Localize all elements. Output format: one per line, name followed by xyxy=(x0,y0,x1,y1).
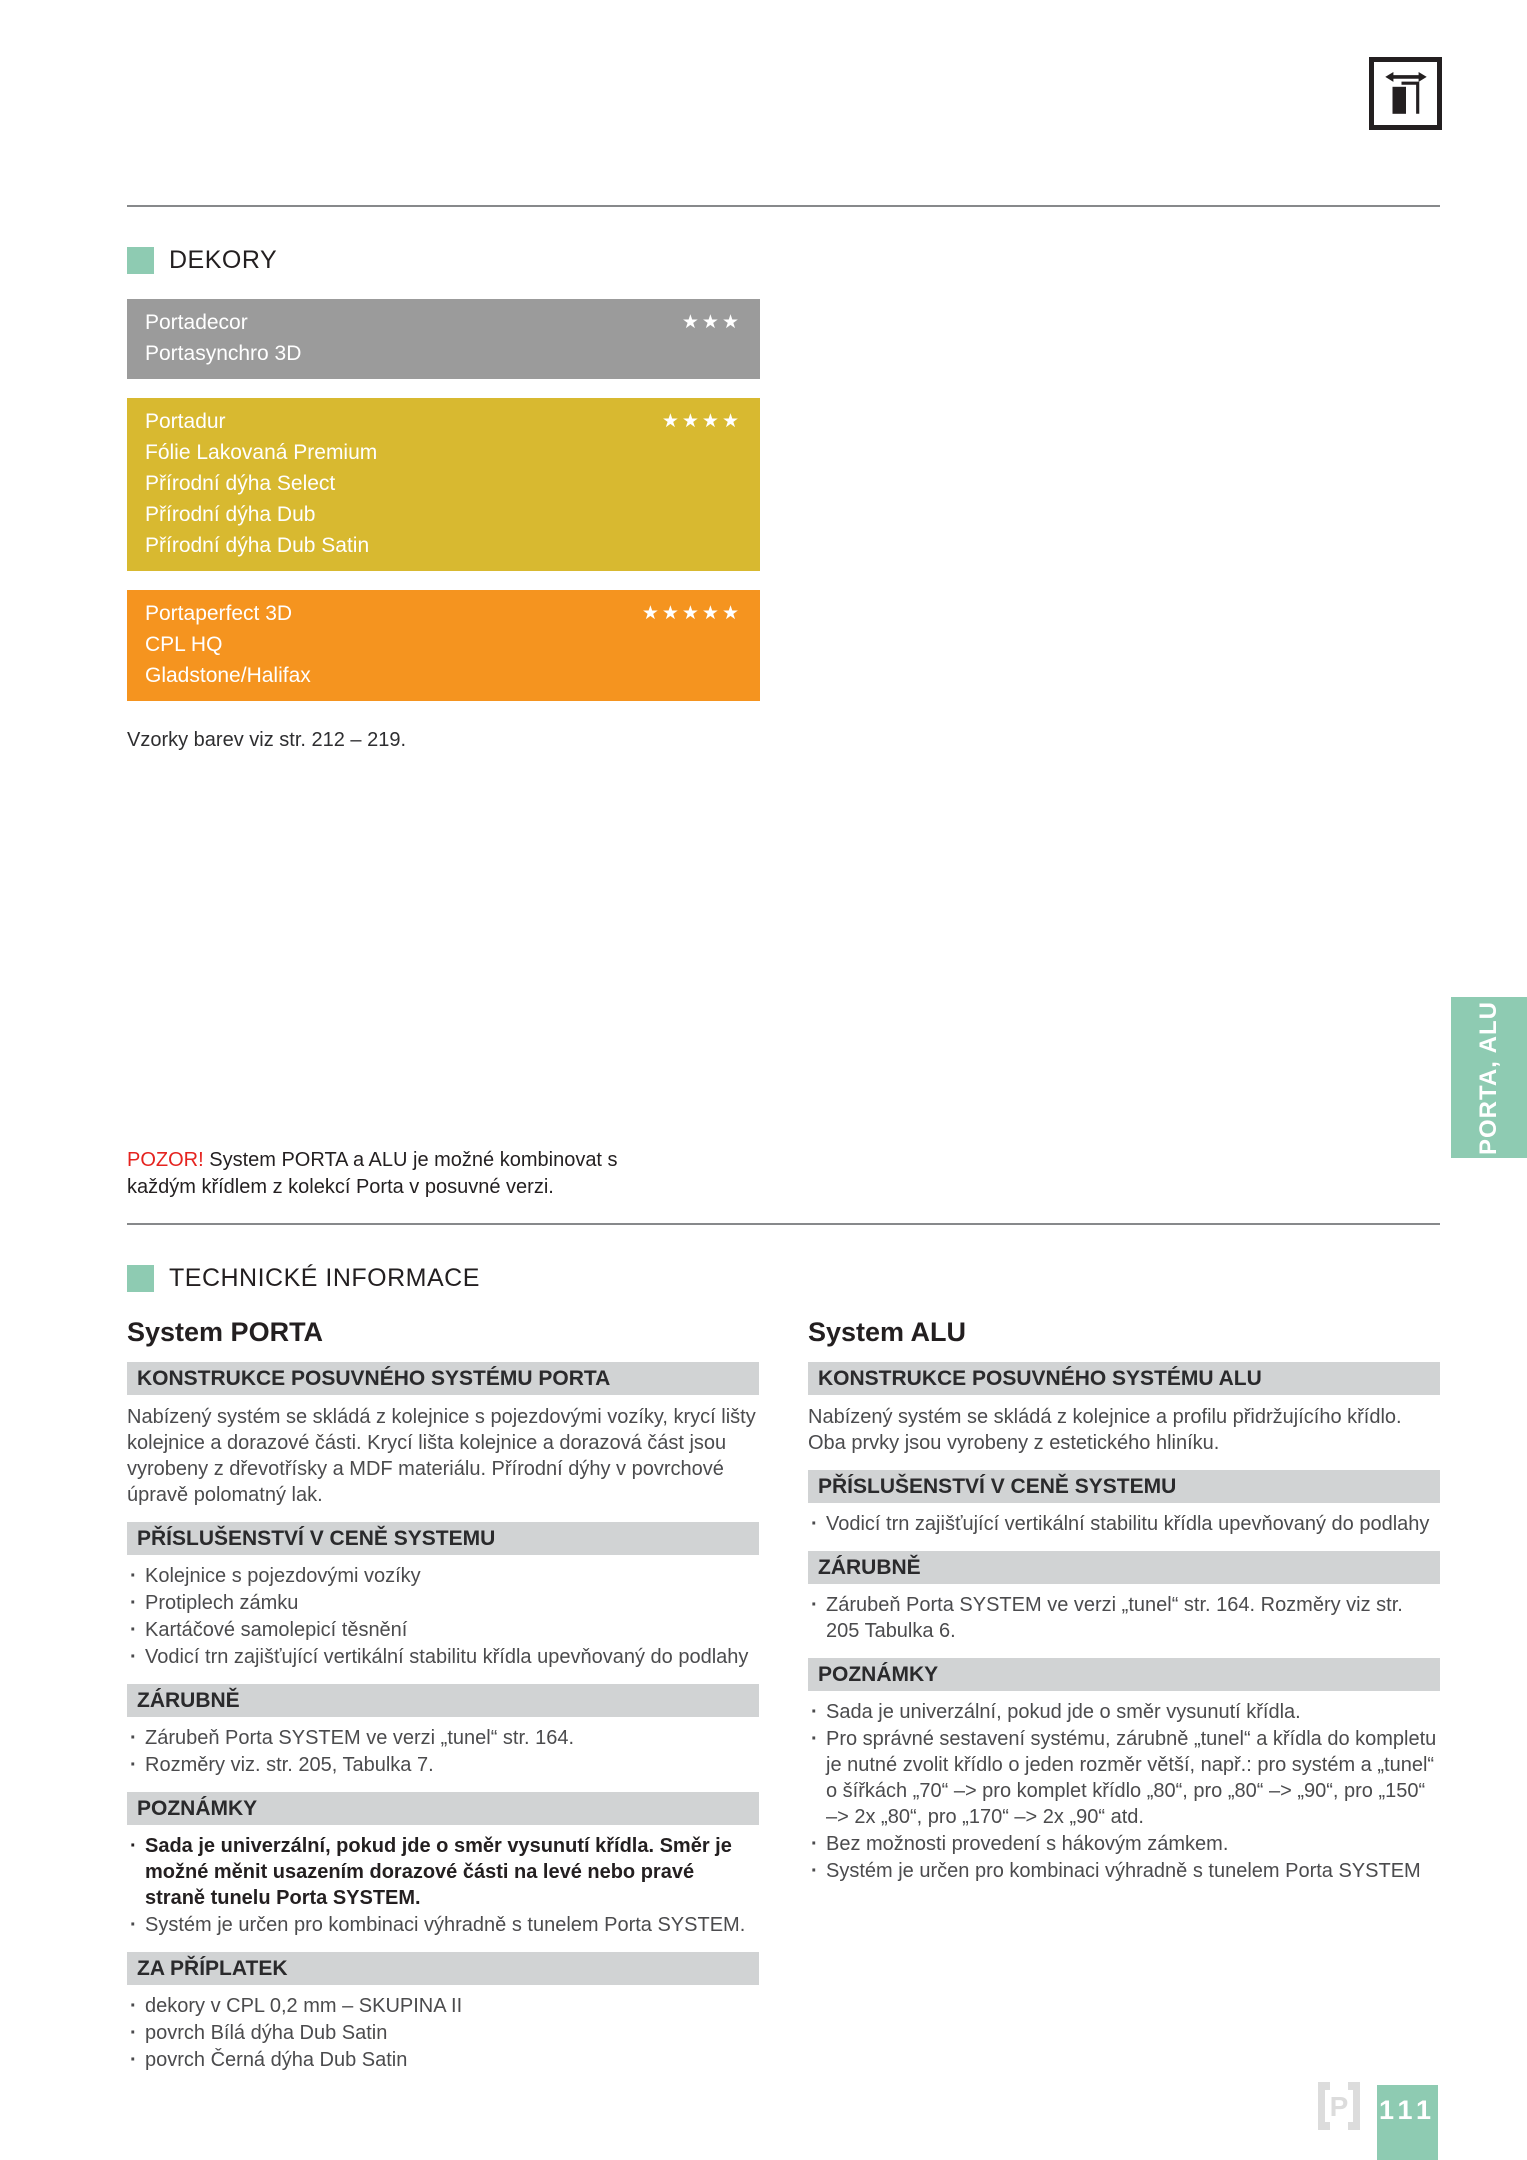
section-paragraph: Nabízený systém se skládá z kolejnice s pojezdovými vozíky, krycí lišty kolejnice a dorazové části. Krycí lišta kolejnice a dorazová část jsou vyrobeny z dřevotřísky a MDF materiálu. Přírodní dýhy v povrchové úpravě polomatný lak. xyxy=(127,1406,756,1506)
svg-text:P: P xyxy=(1329,2091,1349,2122)
mid-divider xyxy=(127,1223,1440,1225)
dekor-block xyxy=(127,398,760,571)
section-bar: ZÁRUBNĚ xyxy=(127,1684,759,1717)
dekor-block-lines xyxy=(145,307,301,369)
bullet-item: · Vodicí trn zajišťující vertikální stabilitu křídla upevňovaný do podlahy xyxy=(127,1644,759,1670)
technical-section-header xyxy=(127,1264,1440,1293)
section-bar: KONSTRUKCE POSUVNÉHO SYSTÉMU ALU xyxy=(808,1362,1440,1395)
dekor-block-lines xyxy=(145,406,377,561)
section-bullet-list xyxy=(127,1833,759,1938)
teal-square-bullet xyxy=(127,247,154,274)
technical-column xyxy=(808,1317,1440,1888)
bullet-item: · Protiplech zámku xyxy=(127,1590,759,1616)
color-samples-note: Vzorky barev viz str. 212 – 219. xyxy=(127,729,407,751)
dekor-line: Portaperfect 3D xyxy=(145,602,293,625)
column-heading: System PORTA xyxy=(127,1317,324,1347)
bullet-item: · Kolejnice s pojezdovými vozíky xyxy=(127,1563,759,1589)
dekor-line: Přírodní dýha Dub Satin xyxy=(145,534,370,557)
section-bullet-list xyxy=(127,1993,759,2073)
dekory-section-header xyxy=(127,246,1440,275)
stars-rating: ★★★ xyxy=(681,312,742,333)
bullet-item: · Zárubeň Porta SYSTEM ve verzi „tunel“ str. 164. xyxy=(127,1725,759,1751)
bullet-item: · Sada je univerzální, pokud jde o směr vysunutí křídla. Směr je možné měnit usazením dorazové části na levé nebo pravé straně tunelu Porta SYSTEM. xyxy=(127,1833,759,1911)
section-bullet-list xyxy=(127,1563,759,1670)
dekory-title: DEKORY xyxy=(169,246,278,274)
bullet-item: · Systém je určen pro kombinaci výhradně s tunelem Porta SYSTEM xyxy=(808,1858,1440,1884)
dekor-line: CPL HQ xyxy=(145,633,223,656)
bullet-item: · Pro správné sestavení systému, zárubně „tunel“ a křídla do kompletu je nutné zvolit křídlo o jeden rozměr větší, např.: pro systém a „tunel“ o šířkách „70“ –> pro komplet křídlo „80“, pro „80“ –> „90“, pro „150“ –> 2x „80“, pro „170“ –> 2x „90“ atd. xyxy=(808,1726,1440,1830)
section-bar: POZNÁMKY xyxy=(808,1658,1440,1691)
bullet-item: · Bez možnosti provedení s hákovým zámkem. xyxy=(808,1831,1440,1857)
pozor-highlight: POZOR! xyxy=(127,1149,204,1171)
section-bar: PŘÍSLUŠENSTVÍ V CENĚ SYSTEMU xyxy=(127,1522,759,1555)
bullet-item: · povrch Bílá dýha Dub Satin xyxy=(127,2020,759,2046)
bullet-item: · Systém je určen pro kombinaci výhradně s tunelem Porta SYSTEM. xyxy=(127,1912,759,1938)
porta-brand-logo xyxy=(1316,2080,1362,2132)
bullet-item: · Vodicí trn zajišťující vertikální stabilitu křídla upevňovaný do podlahy xyxy=(808,1511,1440,1537)
technical-columns xyxy=(127,1317,1440,2077)
bullet-item: · Kartáčové samolepicí těsnění xyxy=(127,1617,759,1643)
technical-column xyxy=(127,1317,759,2077)
dekor-line: Portadur xyxy=(145,410,226,433)
teal-square-bullet xyxy=(127,1265,154,1292)
dekor-block-lines xyxy=(145,598,311,691)
pozor-notice xyxy=(127,1147,672,1201)
technical-title: TECHNICKÉ INFORMACE xyxy=(169,1264,480,1292)
section-bullet-list xyxy=(127,1725,759,1778)
section-bar: POZNÁMKY xyxy=(127,1792,759,1825)
stars-rating: ★★★★★ xyxy=(641,603,742,624)
dekor-line: Portasynchro 3D xyxy=(145,342,302,365)
dekor-line: Přírodní dýha Dub xyxy=(145,503,316,526)
section-paragraph: Nabízený systém se skládá z kolejnice a profilu přidržujícího křídlo. Oba prvky jsou vyrobeny z estetického hliníku. xyxy=(808,1406,1402,1454)
bullet-item: · Rozměry viz. str. 205, Tabulka 7. xyxy=(127,1752,759,1778)
dekor-line: Gladstone/Halifax xyxy=(145,664,311,687)
dekor-line: Fólie Lakovaná Premium xyxy=(145,441,378,464)
page-content xyxy=(127,0,1440,2077)
column-heading: System ALU xyxy=(808,1317,967,1347)
dekor-line: Portadecor xyxy=(145,311,248,334)
side-tab-porta-alu xyxy=(1451,997,1527,1158)
section-bar: KONSTRUKCE POSUVNÉHO SYSTÉMU PORTA xyxy=(127,1362,759,1395)
section-bullet-list xyxy=(808,1699,1440,1884)
section-bar: ZA PŘÍPLATEK xyxy=(127,1952,759,1985)
page-number-badge: 111 xyxy=(1377,2085,1438,2160)
top-divider xyxy=(127,205,1440,207)
pozor-text: System PORTA a ALU je možné kombinovat s každým křídlem z kolekcí Porta v posuvné verzi. xyxy=(127,1149,618,1198)
section-bar: ZÁRUBNĚ xyxy=(808,1551,1440,1584)
bullet-item: · dekory v CPL 0,2 mm – SKUPINA II xyxy=(127,1993,759,2019)
bullet-item: · Zárubeň Porta SYSTEM ve verzi „tunel“ str. 164. Rozměry viz str. 205 Tabulka 6. xyxy=(808,1592,1440,1644)
dekory-blocks xyxy=(127,299,760,701)
dekor-block xyxy=(127,590,760,701)
bullet-item: · povrch Černá dýha Dub Satin xyxy=(127,2047,759,2073)
dekor-line: Přírodní dýha Select xyxy=(145,472,336,495)
section-bullet-list xyxy=(808,1511,1440,1537)
stars-rating: ★★★★ xyxy=(661,411,742,432)
bullet-item: · Sada je univerzální, pokud jde o směr vysunutí křídla. xyxy=(808,1699,1440,1725)
section-bullet-list xyxy=(808,1592,1440,1644)
side-tab-label: PORTA, ALU xyxy=(1475,1000,1502,1155)
dekor-block xyxy=(127,299,760,379)
section-bar: PŘÍSLUŠENSTVÍ V CENĚ SYSTEMU xyxy=(808,1470,1440,1503)
